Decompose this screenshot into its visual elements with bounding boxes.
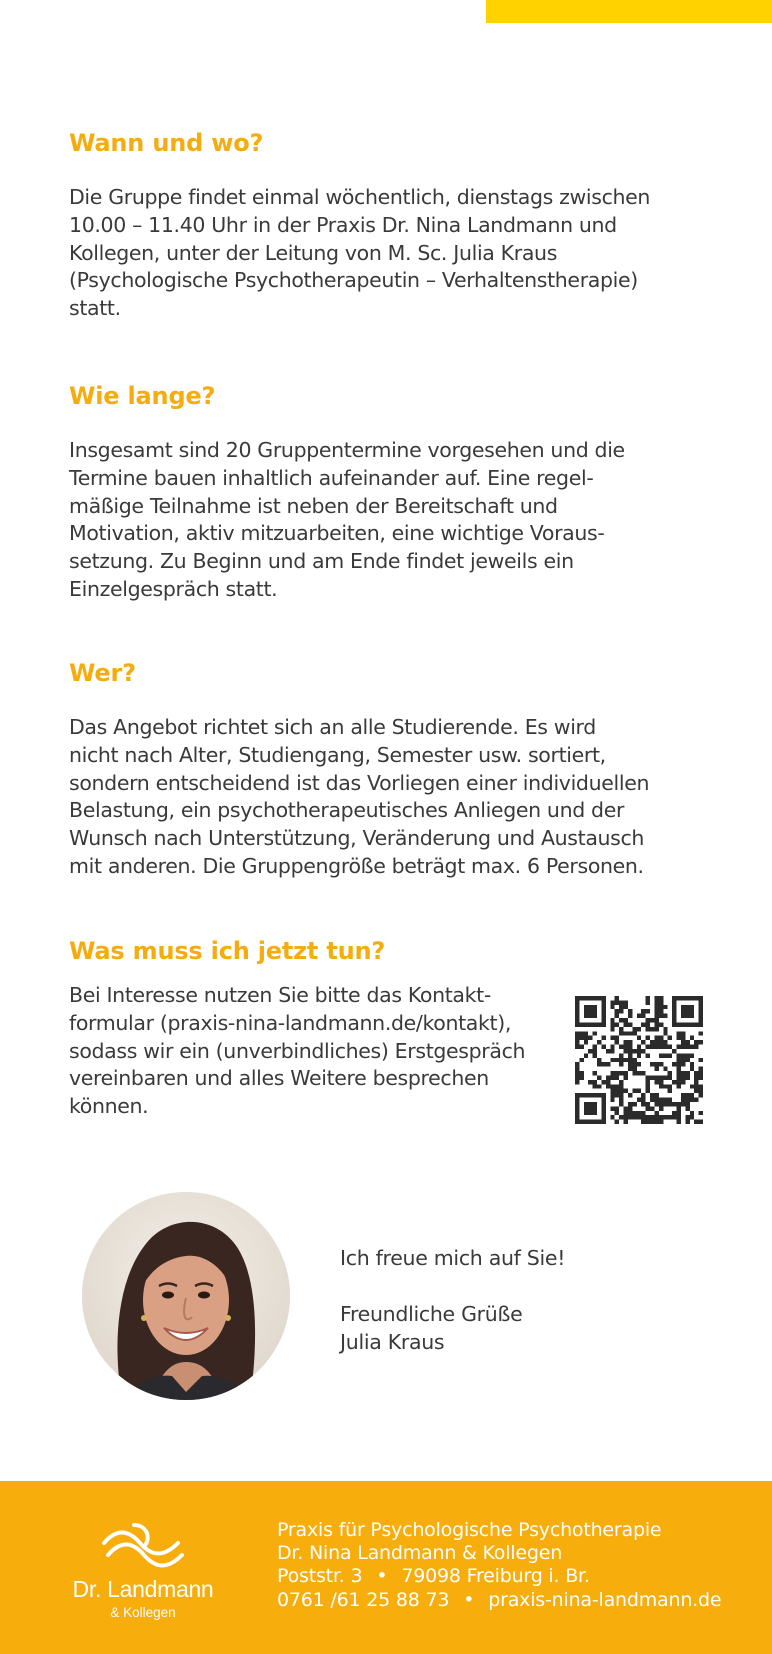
- address-line: [277, 1565, 721, 1588]
- greeting-block: [340, 1245, 565, 1356]
- top-accent-bar: [486, 0, 772, 23]
- section-text: [69, 714, 649, 881]
- logo-name: Dr. Landmann: [72, 1576, 214, 1602]
- text-line: sondern entscheidend ist das Vorliegen einer individuellen: [69, 770, 650, 795]
- qr-code-icon[interactable]: [575, 996, 703, 1124]
- section-text: [69, 437, 625, 604]
- text-line: vereinbaren und alles Weitere besprechen: [69, 1066, 489, 1091]
- text-line: Das Angebot richtet sich an alle Studierende. Es wird: [69, 715, 596, 739]
- text-line: setzung. Zu Beginn und am Ende findet jeweils ein: [69, 549, 574, 574]
- text-line: Insgesamt sind 20 Gruppentermine vorgesehen und die: [69, 438, 625, 462]
- contact-line: [277, 1589, 721, 1612]
- street: Poststr. 3: [277, 1565, 363, 1588]
- text-line: Wunsch nach Unterstützung, Veränderung und Austausch: [69, 826, 645, 851]
- separator: •: [463, 1588, 475, 1611]
- wave-logo-icon: [98, 1521, 188, 1571]
- avatar: [82, 1192, 290, 1400]
- section-who: [69, 656, 649, 881]
- text-line: 10.00 – 11.40 Uhr in der Praxis Dr. Nina Landmann und: [69, 212, 617, 237]
- section-text: [69, 184, 650, 323]
- text-line: Termine bauen inhaltlich aufeinander auf. Eine regel-: [69, 465, 594, 490]
- text-line: Einzelgespräch statt.: [69, 576, 278, 601]
- text-line: sodass wir ein (unverbindliches) Erstgespräch: [69, 1038, 526, 1063]
- section-when-where: [69, 126, 650, 323]
- text-line: mäßige Teilnahme ist neben der Bereitschaft und: [69, 493, 558, 518]
- text-line: können.: [69, 1094, 149, 1119]
- signature-name: Julia Kraus: [340, 1329, 445, 1354]
- greeting-line: Ich freue mich auf Sie!: [340, 1246, 566, 1270]
- text-line: mit anderen. Die Gruppengröße beträgt max. 6 Personen.: [69, 853, 644, 878]
- separator: •: [376, 1565, 388, 1588]
- logo-subtitle: & Kollegen: [110, 1605, 176, 1620]
- website-link[interactable]: praxis-nina-landmann.de: [488, 1588, 722, 1611]
- text-line: nicht nach Alter, Studiengang, Semester usw. sortiert,: [69, 742, 606, 767]
- text-line: Belastung, ein psychotherapeutisches Anliegen und der: [69, 798, 625, 823]
- practice-type: Praxis für Psychologische Psychotherapie: [277, 1519, 662, 1541]
- city: 79098 Freiburg i. Br.: [401, 1565, 590, 1588]
- text-line: formular (praxis-nina-landmann.de/kontakt),: [69, 1010, 512, 1035]
- closing-line: Freundliche Grüße: [340, 1301, 523, 1326]
- footer: [0, 1481, 772, 1654]
- practice-name: Dr. Nina Landmann & Kollegen: [277, 1542, 563, 1565]
- text-line: Motivation, aktiv mitzuarbeiten, eine wichtige Voraus-: [69, 521, 605, 546]
- section-heading: Wie lange?: [69, 382, 216, 410]
- section-heading: Wann und wo?: [69, 129, 264, 157]
- text-line: Kollegen, unter der Leitung von M. Sc. Julia Kraus: [69, 240, 558, 265]
- text-line: statt.: [69, 296, 121, 321]
- portrait-image: [82, 1192, 290, 1400]
- section-heading: Was muss ich jetzt tun?: [69, 937, 386, 965]
- phone[interactable]: 0761 /61 25 88 73: [277, 1588, 450, 1611]
- text-line: Bei Interesse nutzen Sie bitte das Kontakt-: [69, 983, 491, 1007]
- text-line: Die Gruppe findet einmal wöchentlich, dienstags zwischen: [69, 185, 651, 209]
- practice-logo: [58, 1521, 228, 1631]
- section-heading: Wer?: [69, 659, 136, 687]
- text-line: (Psychologische Psychotherapeutin – Verhaltenstherapie): [69, 268, 638, 293]
- section-how-long: [69, 379, 625, 604]
- footer-contact: [277, 1519, 721, 1612]
